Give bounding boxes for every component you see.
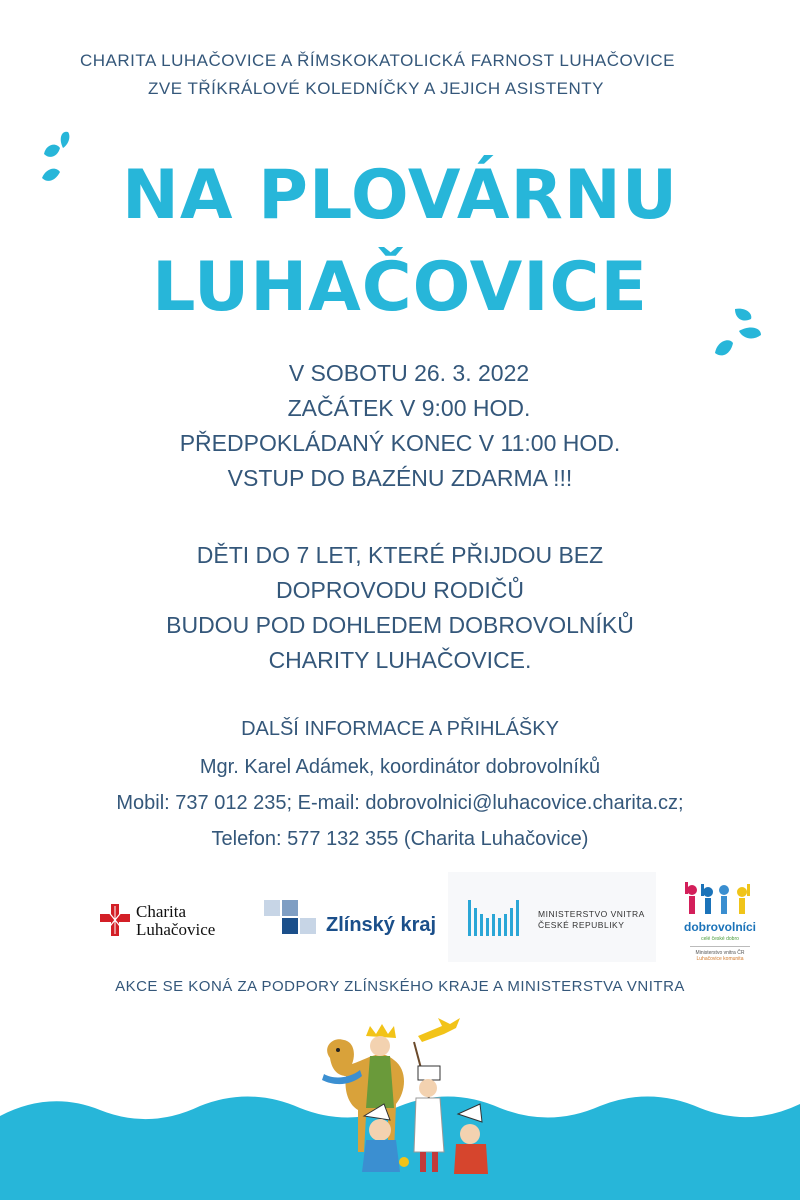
charita-logo-line-2: Luhačovice <box>136 920 216 939</box>
three-kings-camel-illustration <box>310 1012 500 1182</box>
event-title <box>0 150 800 334</box>
title-line-1: NA PLOVÁRNU <box>121 156 679 235</box>
event-start: ZAČÁTEK V 9:00 HOD. <box>287 395 531 421</box>
kids-line-4: CHARITY LUHAČOVICE. <box>268 647 532 673</box>
dobrovolnici-logo <box>682 880 758 964</box>
ministerstvo-vnitra-logo <box>448 872 656 962</box>
title-line-2: LUHAČOVICE <box>152 248 648 327</box>
event-entry: VSTUP DO BAZÉNU ZDARMA !!! <box>227 465 573 491</box>
ministerstvo-line-1: MINISTERSTVO VNITRA <box>538 909 645 919</box>
contact-phone: Telefon: 577 132 355 (Charita Luhačovice) <box>211 828 589 850</box>
zlinsky-kraj-squares-icon <box>264 900 324 936</box>
support-statement: AKCE SE KONÁ ZA PODPORY ZLÍNSKÉHO KRAJE A MINISTERSTVA VNITRA <box>115 978 685 995</box>
kids-notice <box>0 538 800 678</box>
kids-line-2: DOPROVODU RODIČŮ <box>276 577 524 603</box>
ministerstvo-line-2: ČESKÉ REPUBLIKY <box>538 920 625 930</box>
dobrovolnici-divider <box>690 946 750 947</box>
charita-logo-line-1: Charita <box>136 902 187 921</box>
contact-person: Mgr. Karel Adámek, koordinátor dobrovolníků <box>199 756 601 778</box>
event-end: PŘEDPOKLÁDANÝ KONEC V 11:00 HOD. <box>179 430 621 456</box>
zlinsky-kraj-logo <box>264 900 437 942</box>
contact-heading: DALŠÍ INFORMACE A PŘIHLÁŠKY <box>241 718 559 740</box>
header-line-1: CHARITA LUHAČOVICE A ŘÍMSKOKATOLICKÁ FARNOST LUHAČOVICE <box>80 51 675 70</box>
dobrovolnici-tagline: celé české dobro <box>701 936 739 942</box>
kids-line-1: DĚTI DO 7 LET, KTERÉ PŘIJDOU BEZ <box>196 542 604 568</box>
dobrovolnici-people-icon <box>684 880 754 918</box>
ministerstvo-emblem-icon <box>468 894 528 940</box>
charita-logo <box>98 900 238 942</box>
header-line-2: ZVE TŘÍKRÁLOVÉ KOLEDNÍČKY A JEJICH ASISTENTY <box>148 79 604 98</box>
event-date: V SOBOTU 26. 3. 2022 <box>288 360 530 386</box>
zlinsky-kraj-label: Zlínský kraj <box>326 914 437 936</box>
dobrovolnici-sub-1: Ministerstvo vnitra ČR <box>695 950 745 956</box>
kids-line-3: BUDOU POD DOHLEDEM DOBROVOLNÍKŮ <box>166 612 634 638</box>
contact-mobile-email: Mobil: 737 012 235; E-mail: dobrovolnici@luhacovice.charita.cz; <box>116 792 684 814</box>
dobrovolnici-label: dobrovolníci <box>684 920 756 934</box>
dobrovolnici-sub-2: Luhačovice komunita <box>696 956 744 962</box>
event-details <box>0 356 800 496</box>
contact-section <box>0 714 800 854</box>
charita-cross-icon <box>98 902 132 938</box>
